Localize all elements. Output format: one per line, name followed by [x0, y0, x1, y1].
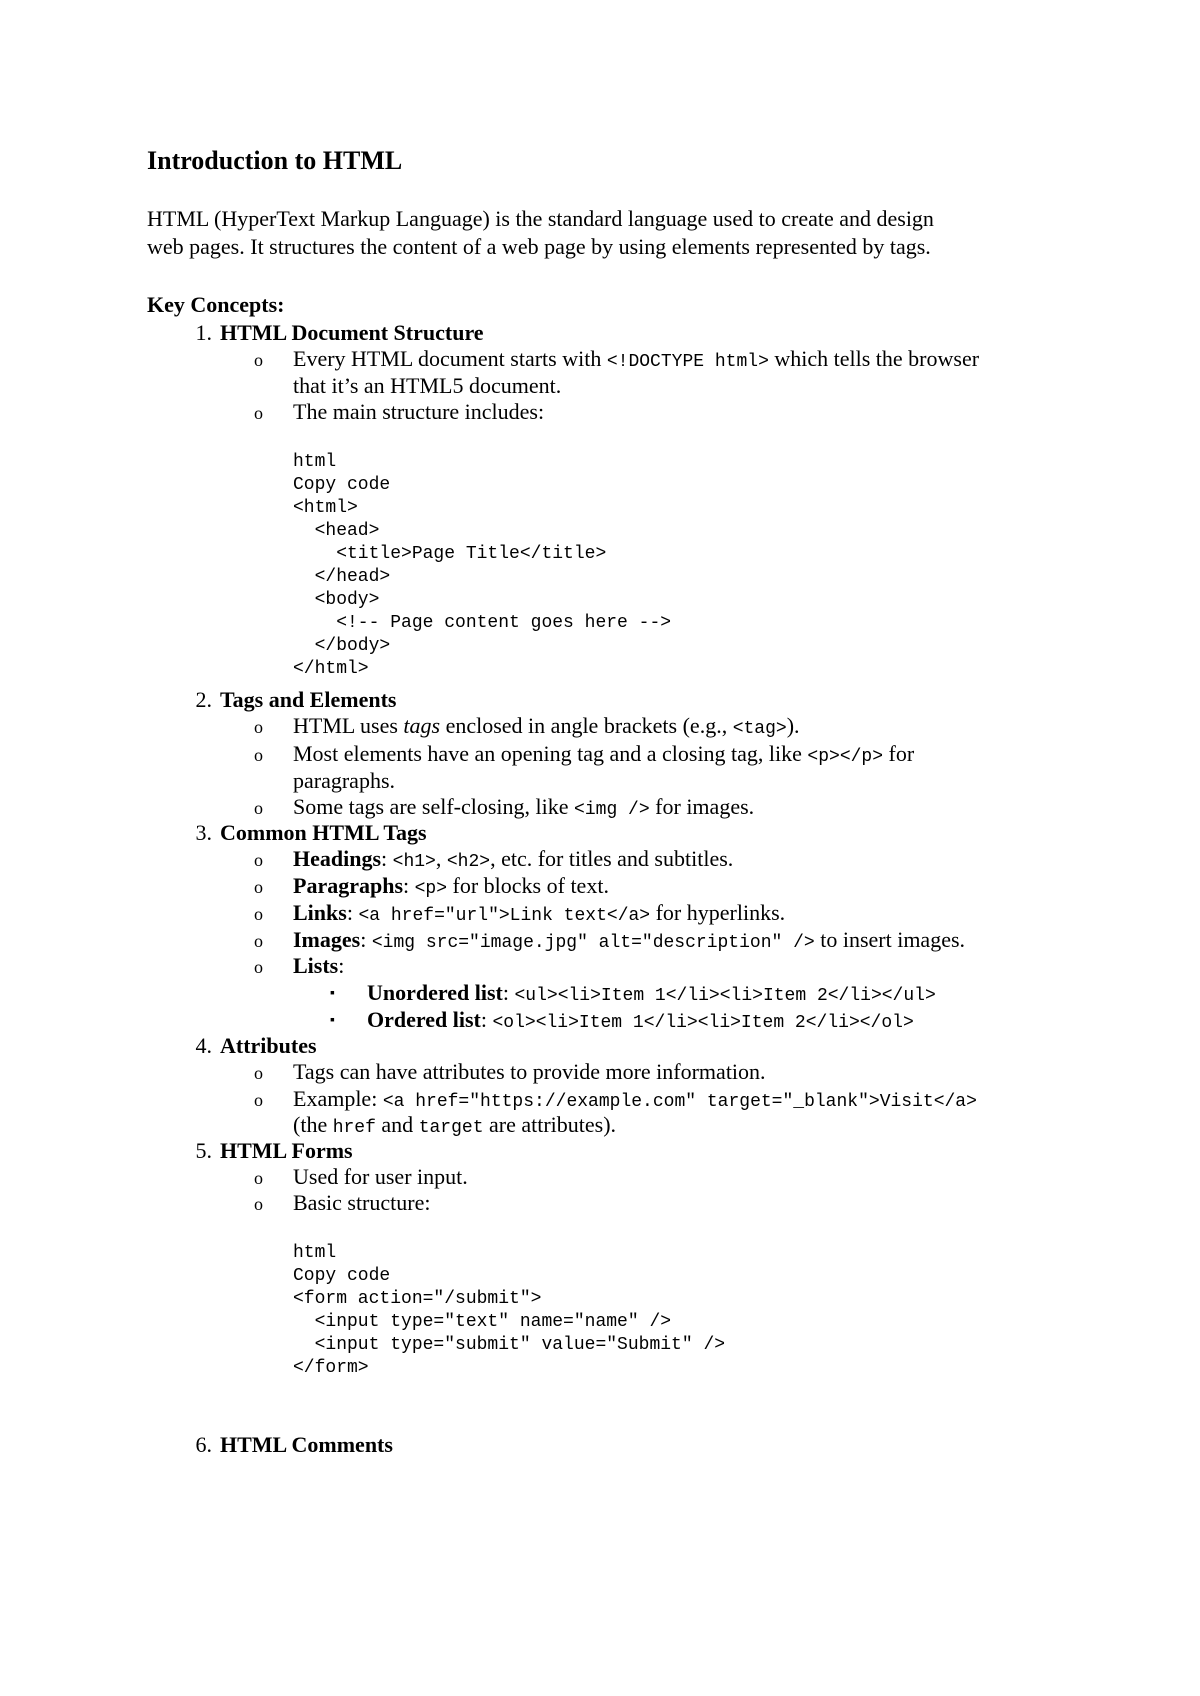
list-item: [293, 952, 344, 980]
text: Some tags are self-closing, like: [293, 794, 575, 819]
inline-code: <img src="image.jpg" alt="description" />: [371, 933, 815, 953]
code-line: Copy code: [293, 1266, 391, 1286]
code-line: </html>: [293, 659, 369, 679]
circle-bullet-icon: o: [254, 798, 263, 818]
list-item: Basic structure:: [293, 1190, 431, 1215]
section-3-heading: Common HTML Tags: [220, 820, 427, 845]
list-item-continuation: that it’s an HTML5 document.: [293, 373, 562, 398]
text: Every HTML document starts with: [293, 346, 607, 371]
list-item-continuation: paragraphs.: [293, 768, 396, 793]
text: for: [883, 741, 915, 766]
text: and: [375, 1112, 419, 1137]
text: which tells the browser: [768, 346, 980, 371]
code-line: <input type="text" name="name" />: [293, 1312, 672, 1332]
list-item: Used for user input.: [293, 1164, 468, 1189]
circle-bullet-icon: o: [254, 403, 263, 423]
circle-bullet-icon: o: [254, 1063, 263, 1083]
list-item: The main structure includes:: [293, 399, 545, 424]
square-bullet-icon: ▪: [330, 986, 335, 1001]
inline-code: <h2>: [446, 852, 491, 872]
list-item: [293, 712, 800, 743]
section-5-number: 5.: [195, 1138, 212, 1163]
section-1-heading: HTML Document Structure: [220, 320, 484, 345]
inline-code: <a href="https://example.com" target="_blank">Visit</a>: [382, 1092, 977, 1112]
code-line: <!-- Page content goes here -->: [293, 613, 672, 633]
code-block-html-form: [293, 1242, 725, 1380]
page-title: Introduction to HTML: [147, 146, 403, 175]
inline-code: <tag>: [732, 719, 787, 739]
circle-bullet-icon: o: [254, 1168, 263, 1188]
circle-bullet-icon: o: [254, 717, 263, 737]
code-line: <title>Page Title</title>: [293, 544, 607, 564]
term: Paragraphs: [293, 873, 403, 898]
circle-bullet-icon: o: [254, 350, 263, 370]
term: Images: [293, 927, 361, 952]
section-3-number: 3.: [195, 820, 212, 845]
circle-bullet-icon: o: [254, 931, 263, 951]
term: Headings: [293, 846, 382, 871]
text: for hyperlinks.: [650, 900, 786, 925]
text: ,: [435, 846, 447, 871]
term: Links: [293, 900, 347, 925]
inline-code: <p>: [414, 879, 448, 899]
section-6-number: 6.: [195, 1432, 212, 1457]
section-4-number: 4.: [195, 1033, 212, 1058]
section-5-heading: HTML Forms: [220, 1138, 353, 1163]
code-line: <html>: [293, 498, 358, 518]
code-line: html: [293, 1243, 337, 1263]
section-2-number: 2.: [195, 687, 212, 712]
code-block-html-structure: [293, 451, 671, 681]
circle-bullet-icon: o: [254, 904, 263, 924]
section-1-number: 1.: [195, 320, 212, 345]
inline-code: href: [332, 1118, 376, 1138]
list-item: Tags can have attributes to provide more information.: [293, 1059, 766, 1084]
text: for images.: [649, 794, 755, 819]
inline-code: <ul><li>Item 1</li><li>Item 2</li></ul>: [514, 986, 936, 1006]
text: ).: [786, 713, 800, 738]
section-2-heading: Tags and Elements: [220, 687, 397, 712]
circle-bullet-icon: o: [254, 745, 263, 765]
code-line: </form>: [293, 1358, 369, 1378]
list-item: [293, 926, 965, 957]
text: are attributes).: [483, 1112, 617, 1137]
emphasis: tags: [403, 713, 441, 738]
intro-line-1: HTML (HyperText Markup Language) is the standard language used to create and design: [147, 206, 934, 231]
text: , etc. for titles and subtitles.: [490, 846, 734, 871]
text: :: [360, 927, 372, 952]
key-concepts-heading: Key Concepts:: [147, 292, 285, 317]
inline-code: <ol><li>Item 1</li><li>Item 2</li></ol>: [492, 1013, 914, 1033]
circle-bullet-icon: o: [254, 957, 263, 977]
intro-line-2: web pages. It structures the content of a web page by using elements represented by tags.: [147, 234, 931, 259]
text: HTML uses: [293, 713, 404, 738]
inline-code: <!DOCTYPE html>: [606, 352, 769, 372]
inline-code: <p></p>: [807, 747, 884, 767]
inline-code: <img />: [574, 800, 650, 820]
nested-list-item: [367, 1006, 914, 1037]
text: :: [338, 953, 345, 978]
code-line: html: [293, 452, 337, 472]
square-bullet-icon: ▪: [330, 1013, 335, 1028]
text: for blocks of text.: [447, 873, 609, 898]
code-line: <body>: [293, 590, 380, 610]
code-line: <head>: [293, 521, 380, 541]
text: Example:: [293, 1086, 383, 1111]
text: enclosed in angle brackets (e.g.,: [440, 713, 733, 738]
circle-bullet-icon: o: [254, 1194, 263, 1214]
code-line: </body>: [293, 636, 391, 656]
text: :: [381, 846, 393, 871]
code-line: Copy code: [293, 475, 391, 495]
code-line: <input type="submit" value="Submit" />: [293, 1335, 726, 1355]
text: :: [480, 1007, 493, 1032]
text: :: [346, 900, 359, 925]
term: Lists: [293, 953, 339, 978]
inline-code: target: [418, 1118, 484, 1138]
inline-code: <a href="url">Link text</a>: [358, 906, 651, 926]
text: (the: [293, 1112, 333, 1137]
term: Ordered list: [367, 1007, 481, 1032]
inline-code: <h1>: [392, 852, 436, 872]
section-6-heading: HTML Comments: [220, 1432, 393, 1457]
term: Unordered list: [367, 980, 503, 1005]
circle-bullet-icon: o: [254, 850, 263, 870]
code-line: </head>: [293, 567, 391, 587]
section-4-heading: Attributes: [220, 1033, 317, 1058]
text: :: [502, 980, 515, 1005]
code-line: <form action="/submit">: [293, 1289, 542, 1309]
intro-paragraph: [147, 205, 1067, 261]
circle-bullet-icon: o: [254, 877, 263, 897]
text: :: [403, 873, 415, 898]
text: Most elements have an opening tag and a closing tag, like: [293, 741, 808, 766]
text: to insert images.: [814, 927, 966, 952]
circle-bullet-icon: o: [254, 1090, 263, 1110]
